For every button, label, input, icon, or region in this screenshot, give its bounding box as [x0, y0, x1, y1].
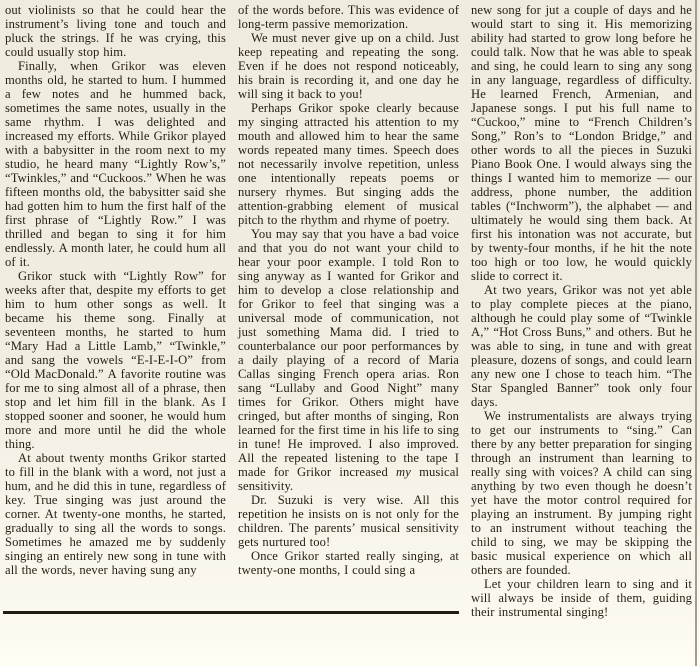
- paragraph: [238, 101, 459, 227]
- text-run: musical sensitivity.: [238, 465, 459, 493]
- text-run: You may say that you have a bad voice and that you do not want your child to hear your poor example. I told Ron to sing anyway as I wanted for Grikor and him to develop a close relationship and for Grikor to feel that singing was a universal mode of communication, not just something Mama did. I tried to counterbalance our poor performances by a daily playing of a record of Maria Callas singing French opera arias. Ron sang “Lullaby and Good Night” many times for Grikor. Others might have cringed, but after months of singing, Ron learned for the first time in his life to sing in tune! He improved. I also improved. All the repeated listening to the tape I made for Grikor increased: [238, 227, 459, 479]
- paragraph: [5, 3, 226, 59]
- text-run: out violinists so that he could hear the instrument’s living tone and touch and pluck the strings. If he was crying, this could usually stop him.: [5, 3, 226, 59]
- text-run: We must never give up on a child. Just keep repeating and repeating the song. Even if he does not respond noticeably, his brain is recording it, and one day he will sing it back to you!: [238, 31, 459, 101]
- paragraph: [238, 31, 459, 101]
- text-run: Dr. Suzuki is very wise. All this repetition he insists on is not only for the children. The parents’ musical sensitivity gets nurtured too!: [238, 493, 459, 549]
- text-run: We instrumentalists are always trying to get our instruments to “sing.” Can there by any better preparation for singing through an instrument than learning to really sing with voices? A child can sing anything by two even though he doesn’t yet have the motor control required for playing an instrument. By jumping right to an instrument without teaching the child to sing, we may be skipping the basic musical experience on which all others are founded.: [471, 409, 692, 577]
- paragraph: [238, 549, 459, 577]
- text-column-1: [5, 3, 226, 619]
- paragraph: [471, 283, 692, 409]
- text-run: Let your children learn to sing and it will always be inside of them, guiding their instrumental singing!: [471, 577, 692, 619]
- text-run: At two years, Grikor was not yet able to play complete pieces at the piano, although he could play some of “Twinkle A,” “Hot Cross Buns,” and others. But he was able to sing, in tune and with great pleasure, dozens of songs, and could learn any new one I chose to teach him. “The Star Spangled Banner” took only four days.: [471, 283, 692, 409]
- text-column-3: [471, 3, 692, 619]
- paragraph: [238, 3, 459, 31]
- bottom-column-rule: [3, 611, 459, 614]
- paragraph: [471, 577, 692, 619]
- italic-text-run: my: [396, 465, 411, 479]
- paragraph: [5, 269, 226, 451]
- text-run: At about twenty months Grikor started to fill in the blank with a word, not just a hum, and he did this in tune, regardless of key. True singing was just around the corner. At twenty-one months, he started, gradually to sing all the words to songs. Sometimes he amazed me by suddenly singing an entirely new song in tune with all the words, never having sung any: [5, 451, 226, 577]
- page-body: [5, 3, 694, 619]
- text-run: new song for jut a couple of days and he would start to sing it. His memorizing ability had started to grow long before he could talk. Now that he was able to speak and sing, he could learn to sing any song in any language, regardless of difficulty. He learned French, Armenian, and Japanese songs. I put his full name to “Cuckoo,” mine to “French Children’s Song,” Ron’s to “London Bridge,” and other words to all the pieces in Suzuki Piano Book One. I would always sing the things I wanted him to memorize — our address, phone number, the addition tables (“Inchworm”), the alphabet — and ultimately he would sing them back. At first his intonation was not accurate, but by twenty-four months, if he hit the note too high or too low, he would quickly slide to correct it.: [471, 3, 692, 283]
- paragraph: [5, 59, 226, 269]
- paragraph: [471, 409, 692, 577]
- paragraph: [238, 493, 459, 549]
- text-run: Once Grikor started really singing, at twenty-one months, I could sing a: [238, 549, 459, 577]
- text-run: of the words before. This was evidence of long-term passive memorization.: [238, 3, 459, 31]
- text-run: Perhaps Grikor spoke clearly because my singing attracted his attention to my mouth and allowed him to hear the same words repeated many times. Speech does not necessarily involve repetition, unless one intentionally repeats poems or nursery rhymes. But singing adds the attention-grabbing element of musical pitch to the rhythm and rhyme of poetry.: [238, 101, 459, 227]
- text-column-2: [238, 3, 459, 619]
- paragraph: [471, 3, 692, 283]
- paragraph: [5, 451, 226, 577]
- text-run: Grikor stuck with “Lightly Row” for weeks after that, despite my efforts to get him to hum other songs as well. It became his theme song. Finally at seventeen months, he started to hum “Mary Had a Little Lamb,” “Twinkle,” and sang the vowels “E-I-E-I-O” from “Old MacDonald.” A favorite routine was for me to sing almost all of a phrase, then stop and let him fill in the blank. As I stopped sooner and sooner, he would hum more and more until he did the whole thing.: [5, 269, 226, 451]
- paragraph: [238, 227, 459, 493]
- page-edge-scan-line: [695, 0, 697, 666]
- text-run: Finally, when Grikor was eleven months old, he started to hum. I hummed a few notes and he hummed back, sometimes the same notes, usually in the same rhythm. I was delighted and increased my efforts. While Grikor played with a babysitter in the room next to my studio, he heard many “Lightly Row’s,” “Twinkles,” and “Cuckoos.” When he was fifteen months old, the babysitter said she had gotten him to hum the first half of the first phrase of “Lightly Row.” I was thrilled and began to sing it for him endlessly. A month later, he could hum all of it.: [5, 59, 226, 269]
